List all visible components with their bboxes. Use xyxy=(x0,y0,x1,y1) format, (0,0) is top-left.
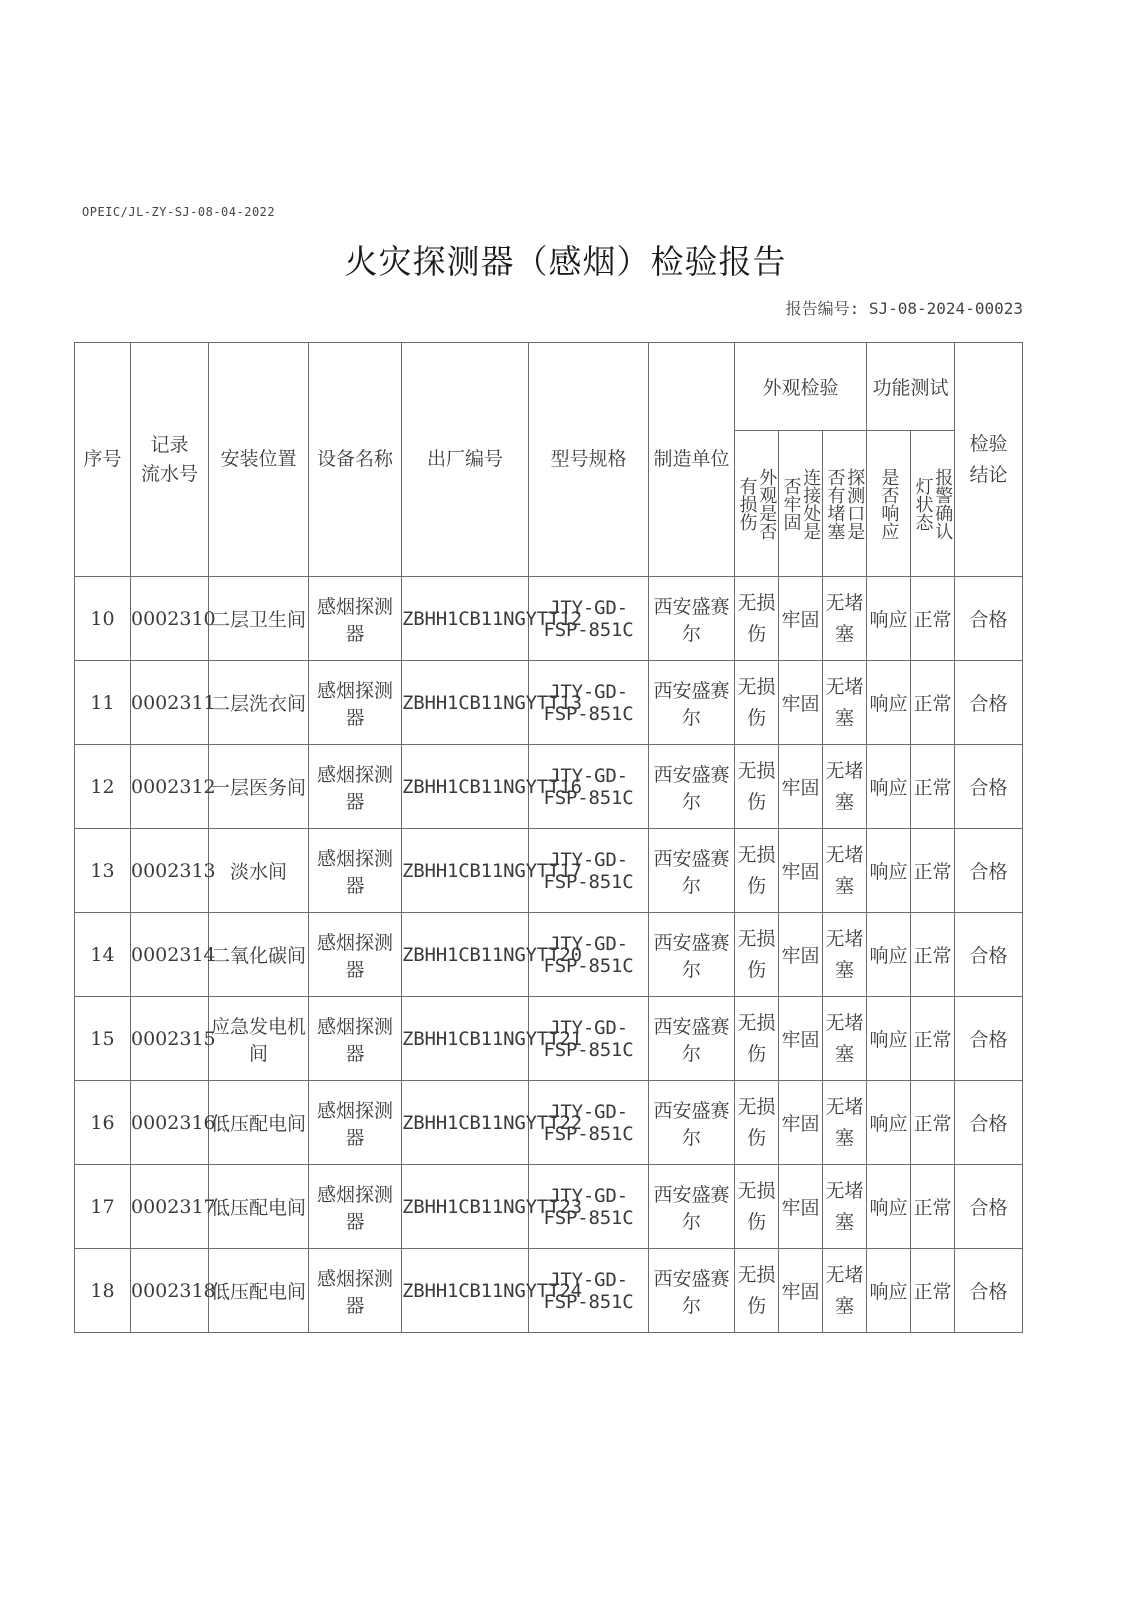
row-conclusion: 合格 xyxy=(955,577,1023,661)
table-row xyxy=(75,1249,1023,1333)
row-maker: 西安盛赛尔 xyxy=(649,1165,735,1249)
row-alarm-light: 正常 xyxy=(911,1081,955,1165)
row-location: 低压配电间 xyxy=(209,1165,309,1249)
row-connection-fixed: 牢固 xyxy=(779,661,823,745)
row-response: 响应 xyxy=(867,997,911,1081)
row-probe-port-blocked: 无堵 塞 xyxy=(823,577,867,661)
table-row xyxy=(75,1081,1023,1165)
row-model: JTY-GD-FSP-851C xyxy=(529,913,649,997)
row-model: JTY-GD-FSP-851C xyxy=(529,829,649,913)
row-seq: 15 xyxy=(75,997,131,1081)
header-appearance-damage: 外观是否 有损伤 xyxy=(736,467,778,540)
header-alarm-light: 报警确认 灯状态 xyxy=(912,467,954,540)
row-model: JTY-GD-FSP-851C xyxy=(529,577,649,661)
row-connection-fixed: 牢固 xyxy=(779,745,823,829)
row-probe-port-blocked: 无堵 塞 xyxy=(823,745,867,829)
row-serial: ZBHH1CB11NGYTT16 xyxy=(402,745,529,829)
row-seq: 12 xyxy=(75,745,131,829)
row-device-name: 感烟探测器 xyxy=(309,913,402,997)
row-response: 响应 xyxy=(867,1249,911,1333)
row-serial: ZBHH1CB11NGYTT17 xyxy=(402,829,529,913)
row-conclusion: 合格 xyxy=(955,829,1023,913)
row-alarm-light: 正常 xyxy=(911,913,955,997)
row-alarm-light: 正常 xyxy=(911,1249,955,1333)
row-alarm-light: 正常 xyxy=(911,577,955,661)
row-alarm-light: 正常 xyxy=(911,661,955,745)
row-device-name: 感烟探测器 xyxy=(309,997,402,1081)
report-number: 报告编号: SJ-08-2024-00023 xyxy=(785,299,1023,318)
page-title: 火灾探测器（感烟）检验报告 xyxy=(344,242,787,281)
row-record-no: 0002311 xyxy=(131,661,209,745)
row-probe-port-blocked: 无堵 塞 xyxy=(823,661,867,745)
row-conclusion: 合格 xyxy=(955,1081,1023,1165)
row-maker: 西安盛赛尔 xyxy=(649,829,735,913)
table-row xyxy=(75,577,1023,661)
row-connection-fixed: 牢固 xyxy=(779,1249,823,1333)
row-appearance-damage: 无损 伤 xyxy=(735,1249,779,1333)
row-response: 响应 xyxy=(867,913,911,997)
header-model: 型号规格 xyxy=(529,343,649,577)
row-record-no: 0002312 xyxy=(131,745,209,829)
row-device-name: 感烟探测器 xyxy=(309,1081,402,1165)
header-location: 安装位置 xyxy=(209,343,309,577)
table-row xyxy=(75,1165,1023,1249)
row-connection-fixed: 牢固 xyxy=(779,1081,823,1165)
row-location: 应急发电机间 xyxy=(209,997,309,1081)
row-location: 一层医务间 xyxy=(209,745,309,829)
row-serial: ZBHH1CB11NGYTT20 xyxy=(402,913,529,997)
row-seq: 18 xyxy=(75,1249,131,1333)
row-connection-fixed: 牢固 xyxy=(779,1165,823,1249)
table-row xyxy=(75,913,1023,997)
row-serial: ZBHH1CB11NGYTT23 xyxy=(402,1165,529,1249)
row-model: JTY-GD-FSP-851C xyxy=(529,1081,649,1165)
row-appearance-damage: 无损 伤 xyxy=(735,1165,779,1249)
row-conclusion: 合格 xyxy=(955,913,1023,997)
header-probe-port-blocked: 探测口是 否有堵塞 xyxy=(824,467,866,540)
header-response: 是否响应 xyxy=(878,467,900,540)
row-serial: ZBHH1CB11NGYTT12 xyxy=(402,577,529,661)
row-serial: ZBHH1CB11NGYTT21 xyxy=(402,997,529,1081)
row-response: 响应 xyxy=(867,745,911,829)
row-probe-port-blocked: 无堵 塞 xyxy=(823,1249,867,1333)
row-response: 响应 xyxy=(867,829,911,913)
row-model: JTY-GD-FSP-851C xyxy=(529,745,649,829)
row-serial: ZBHH1CB11NGYTT22 xyxy=(402,1081,529,1165)
row-probe-port-blocked: 无堵 塞 xyxy=(823,997,867,1081)
header-conclusion: 检验 结论 xyxy=(955,343,1023,577)
header-function-group: 功能测试 xyxy=(867,343,955,431)
row-location: 淡水间 xyxy=(209,829,309,913)
row-seq: 16 xyxy=(75,1081,131,1165)
row-probe-port-blocked: 无堵 塞 xyxy=(823,1165,867,1249)
table-row xyxy=(75,997,1023,1081)
row-alarm-light: 正常 xyxy=(911,997,955,1081)
row-record-no: 0002316 xyxy=(131,1081,209,1165)
row-model: JTY-GD-FSP-851C xyxy=(529,997,649,1081)
row-record-no: 0002317 xyxy=(131,1165,209,1249)
row-device-name: 感烟探测器 xyxy=(309,661,402,745)
row-device-name: 感烟探测器 xyxy=(309,1249,402,1333)
row-model: JTY-GD-FSP-851C xyxy=(529,661,649,745)
row-appearance-damage: 无损 伤 xyxy=(735,913,779,997)
table-row xyxy=(75,829,1023,913)
row-record-no: 0002315 xyxy=(131,997,209,1081)
row-maker: 西安盛赛尔 xyxy=(649,661,735,745)
row-appearance-damage: 无损 伤 xyxy=(735,997,779,1081)
row-device-name: 感烟探测器 xyxy=(309,829,402,913)
row-location: 二氧化碳间 xyxy=(209,913,309,997)
row-seq: 11 xyxy=(75,661,131,745)
row-alarm-light: 正常 xyxy=(911,1165,955,1249)
row-location: 低压配电间 xyxy=(209,1081,309,1165)
row-location: 低压配电间 xyxy=(209,1249,309,1333)
row-appearance-damage: 无损 伤 xyxy=(735,661,779,745)
row-connection-fixed: 牢固 xyxy=(779,913,823,997)
row-response: 响应 xyxy=(867,661,911,745)
row-conclusion: 合格 xyxy=(955,1165,1023,1249)
row-probe-port-blocked: 无堵 塞 xyxy=(823,1081,867,1165)
table-row xyxy=(75,661,1023,745)
row-maker: 西安盛赛尔 xyxy=(649,1081,735,1165)
row-device-name: 感烟探测器 xyxy=(309,1165,402,1249)
row-record-no: 0002310 xyxy=(131,577,209,661)
row-conclusion: 合格 xyxy=(955,661,1023,745)
row-maker: 西安盛赛尔 xyxy=(649,745,735,829)
row-maker: 西安盛赛尔 xyxy=(649,577,735,661)
row-record-no: 0002314 xyxy=(131,913,209,997)
row-model: JTY-GD-FSP-851C xyxy=(529,1165,649,1249)
row-appearance-damage: 无损 伤 xyxy=(735,829,779,913)
row-probe-port-blocked: 无堵 塞 xyxy=(823,829,867,913)
row-conclusion: 合格 xyxy=(955,997,1023,1081)
header-maker: 制造单位 xyxy=(649,343,735,577)
header-appearance-group: 外观检验 xyxy=(735,343,867,431)
row-appearance-damage: 无损 伤 xyxy=(735,1081,779,1165)
row-response: 响应 xyxy=(867,1081,911,1165)
header-serial: 出厂编号 xyxy=(402,343,529,577)
row-probe-port-blocked: 无堵 塞 xyxy=(823,913,867,997)
row-connection-fixed: 牢固 xyxy=(779,829,823,913)
header-device-name: 设备名称 xyxy=(309,343,402,577)
row-conclusion: 合格 xyxy=(955,745,1023,829)
row-connection-fixed: 牢固 xyxy=(779,997,823,1081)
form-code: OPEIC/JL-ZY-SJ-08-04-2022 xyxy=(82,205,276,219)
header-connection-fixed: 连接处是 否牢固 xyxy=(780,467,822,540)
row-serial: ZBHH1CB11NGYTT13 xyxy=(402,661,529,745)
row-appearance-damage: 无损 伤 xyxy=(735,745,779,829)
header-seq: 序号 xyxy=(75,343,131,577)
inspection-table xyxy=(74,342,1023,1333)
row-record-no: 0002318 xyxy=(131,1249,209,1333)
row-location: 二层洗衣间 xyxy=(209,661,309,745)
row-seq: 17 xyxy=(75,1165,131,1249)
table-row xyxy=(75,745,1023,829)
row-appearance-damage: 无损 伤 xyxy=(735,577,779,661)
row-device-name: 感烟探测器 xyxy=(309,745,402,829)
row-serial: ZBHH1CB11NGYTT24 xyxy=(402,1249,529,1333)
row-conclusion: 合格 xyxy=(955,1249,1023,1333)
row-seq: 14 xyxy=(75,913,131,997)
row-connection-fixed: 牢固 xyxy=(779,577,823,661)
header-record-no: 记录 流水号 xyxy=(131,343,209,577)
row-maker: 西安盛赛尔 xyxy=(649,913,735,997)
row-maker: 西安盛赛尔 xyxy=(649,997,735,1081)
row-record-no: 0002313 xyxy=(131,829,209,913)
row-model: JTY-GD-FSP-851C xyxy=(529,1249,649,1333)
row-response: 响应 xyxy=(867,577,911,661)
row-device-name: 感烟探测器 xyxy=(309,577,402,661)
row-location: 二层卫生间 xyxy=(209,577,309,661)
row-seq: 13 xyxy=(75,829,131,913)
row-seq: 10 xyxy=(75,577,131,661)
row-alarm-light: 正常 xyxy=(911,745,955,829)
row-maker: 西安盛赛尔 xyxy=(649,1249,735,1333)
row-alarm-light: 正常 xyxy=(911,829,955,913)
row-response: 响应 xyxy=(867,1165,911,1249)
